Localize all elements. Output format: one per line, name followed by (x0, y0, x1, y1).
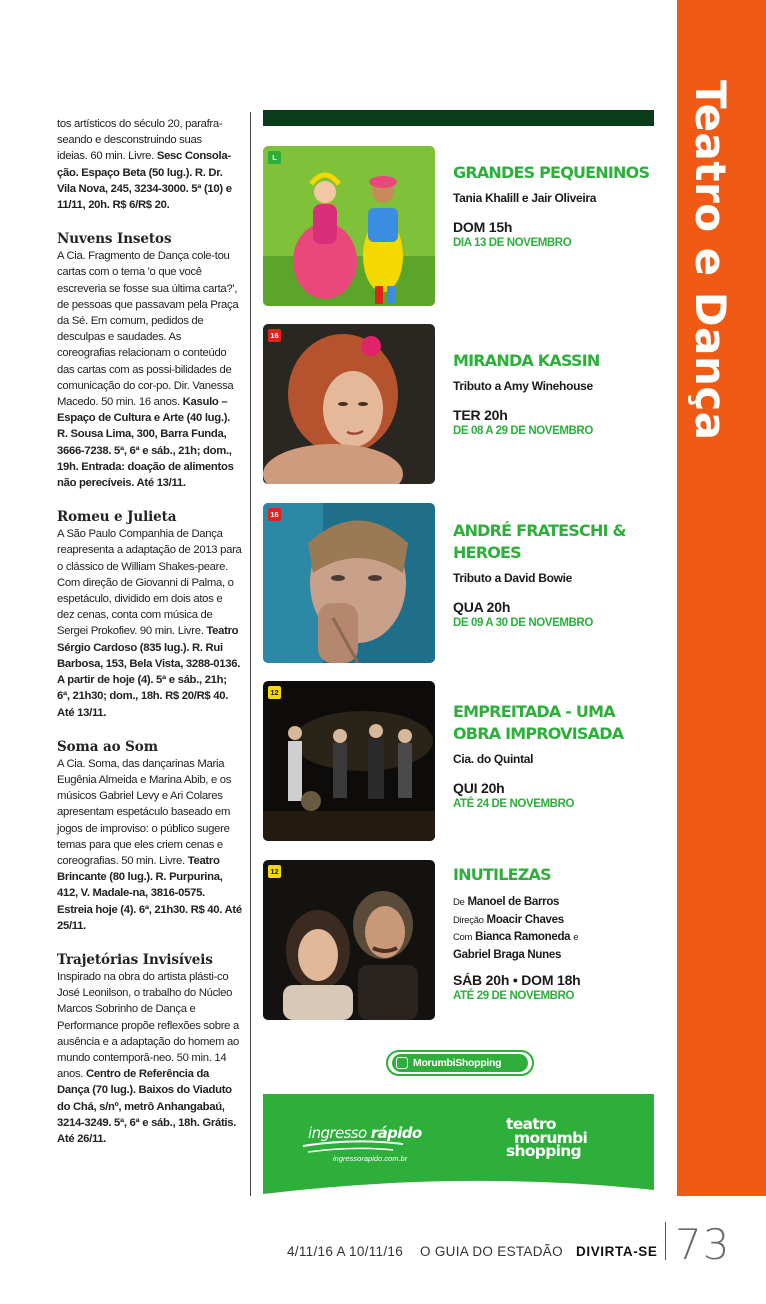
event-photo (263, 324, 435, 484)
mall-name: MorumbiShopping (413, 1057, 502, 1069)
sponsor-banner (263, 1094, 654, 1196)
event-info (453, 520, 653, 629)
age-rating-badge: 12 (268, 686, 281, 699)
listing-heading: Trajetórias Invisíveis (57, 951, 213, 968)
listings-column (57, 116, 242, 1164)
event-time: QUI 20h (453, 780, 505, 796)
event-date: DE 08 A 29 DE NOVEMBRO (453, 425, 593, 437)
event-time: DOM 15h (453, 219, 513, 235)
event-date: ATÉ 29 DE NOVEMBRO (453, 990, 575, 1002)
age-rating-badge: L (268, 151, 281, 164)
event-card[interactable] (263, 681, 654, 843)
event-info (453, 864, 653, 1002)
event-title: ANDRÉ FRATESCHI & HEROES (453, 521, 626, 562)
event-card[interactable] (263, 860, 654, 1022)
header-band (263, 110, 654, 126)
listing-venue: Teatro Sérgio Cardoso (835 lug.). R. Rui Barbosa, 153, Bela Vista, 3288-0136. A partir de hoje (4). 5ª e sáb., 21h; 6ª, 21h30; dom., 18h. R$ 20/R$ 40. Até 13/11. (57, 625, 241, 719)
intro-venue: Sesc Consola-ção. Espaço Beta (50 lug.). R. Dr. Vila Nova, 245, 3234-3000. 5ª (10) e 11/11, 20h. R$ 6/R$ 20. (57, 150, 232, 212)
listing-heading: Nuvens Insetos (57, 231, 172, 248)
footer-guide: O GUIA DO ESTADÃO (420, 1244, 563, 1259)
listing-text: A Cia. Soma, das dançarinas Maria Eugênia Almeida e Marina Abib, e os músicos Gabriel Levy e Ari Colares apresentam espetáculo baseado em jogos de improviso: o público sugere temas para que eles criem cenas e coreografias. 50 min. Livre. Teatro Brincante (80 lug.). R. Purpurina, 412, V. Madale-na, 3816-0575. Estreia hoje (4). 6ª, 21h30. R$ 40. Até 25/11. (57, 757, 242, 932)
event-date: ATÉ 24 DE NOVEMBRO (453, 798, 575, 810)
teatro-morumbi-shopping-logo: teatro morumbi shopping (506, 1115, 588, 1160)
event-title: GRANDES PEQUENINOS (453, 163, 650, 182)
event-credits (453, 894, 653, 963)
credit-cast: Com Bianca Ramoneda e (453, 931, 579, 943)
listing-text: A Cia. Fragmento de Dança cole-tou cartas com o tema 'o que você escreveria se fosse sua última carta?', de pessoas que passavam pela Praça da Sé. Em comum, pedidos de desculpas e saudades. As coreografias relacionam o conteúdo das cartas com as possi-bilidades de comunicação do cor-po. Dir. Vanessa Macedo. 50 min. 16 anos. Kasulo – Espaço de Cultura e Arte (40 lug.). R. Sousa Lima, 300, Barra Funda, 3666-7238. 5ª, 6ª e sáb., 21h; dom., 19h. Entrada: doação de alimentos não perecíveis. Até 13/11. (57, 250, 239, 490)
listing-heading: Soma ao Som (57, 738, 158, 755)
event-subtitle: Tributo a David Bowie (453, 571, 573, 585)
listing-venue: Teatro Brincante (80 lug.). R. Purpurina, 412, V. Madale-na, 3816-0575. Estreia hoje (4). 6ª, 21h30. R$ 40. Até 25/11. (57, 854, 242, 932)
event-date: DE 09 A 30 DE NOVEMBRO (453, 617, 593, 629)
event-title: EMPREITADA - UMA OBRA IMPROVISADA (453, 702, 624, 743)
listing-romeu-e-julieta (57, 508, 242, 720)
age-rating-badge: 16 (268, 508, 281, 521)
event-photo (263, 503, 435, 663)
age-rating-badge: 16 (268, 329, 281, 342)
event-info (453, 701, 653, 810)
event-subtitle: Cia. do Quintal (453, 752, 534, 766)
credit-director: Direção Moacir Chaves (453, 913, 564, 926)
event-title: INUTILEZAS (453, 865, 551, 884)
intro-text: ideias. 60 min. Livre. Sesc Consola-ção. Espaço Beta (50 lug.). R. Dr. Vila Nova, 245, 3234-3000. 5ª (10) e 11/11, 20h. R$ 6/R$ 20. (57, 150, 232, 212)
event-photo (263, 860, 435, 1020)
event-subtitle: Tributo a Amy Winehouse (453, 379, 593, 393)
event-time: TER 20h (453, 407, 508, 423)
listing-text: Inspirado na obra do artista plásti-co José Leonilson, o trabalho do Núcleo Marcos Sobrinho de Dança e Performance propõe reflexões sobre a ausência e a adaptação do homem ao mundo contemporâ-neo. 50 min. 14 anos. Centro de Referência da Dança (70 lug.). Baixos do Viaduto do Chá, s/nº, metrô Anhangabaú, 3214-3249. 5ª, 6ª e sáb., 18h. Grátis. Até 26/11. (57, 970, 239, 1145)
intro-line-1: tos artísticos do século 20, parafra- (57, 118, 223, 130)
listing-venue: Centro de Referência da Dança (70 lug.). Baixos do Viaduto do Chá, s/nº, metrô Anhangabaú, 3214-3249. 5ª, 6ª e sáb., 18h. Grátis. Até 26/11. (57, 1068, 237, 1145)
event-card[interactable] (263, 146, 654, 308)
column-divider (250, 112, 251, 1196)
page-number: 73 (675, 1220, 731, 1269)
section-title: Teatro e Dança (686, 80, 735, 441)
event-time: QUA 20h (453, 599, 511, 615)
event-date: DIA 13 DE NOVEMBRO (453, 237, 572, 249)
credit-cast-2: Gabriel Braga Nunes (453, 948, 562, 961)
mall-icon (396, 1057, 408, 1069)
listing-text: A São Paulo Companhia de Dança reapresenta a adaptação de 2013 para o clássico de William Shakes-peare. Com direção de Giovanni di Palma, o espetáculo, dividido em dois atos e dez cenas, conta com música de Sergei Prokofiev. 90 min. Livre. Teatro Sérgio Cardoso (835 lug.). R. Rui Barbosa, 153, Bela Vista, 3288-0136. A partir de hoje (4). 5ª e sáb., 21h; 6ª, 21h30; dom., 18h. R$ 20/R$ 40. Até 13/11. (57, 528, 242, 719)
morumbishopping-logo (386, 1050, 534, 1076)
listing-nuvens-insetos (57, 230, 242, 491)
age-rating-badge: 12 (268, 865, 281, 878)
event-title: MIRANDA KASSIN (453, 351, 600, 370)
listing-trajetorias-invisiveis (57, 951, 242, 1147)
event-time: SÁB 20h • DOM 18h (453, 972, 581, 988)
footer-dates: 4/11/16 A 10/11/16 (287, 1244, 404, 1259)
listing-soma-ao-som (57, 738, 242, 934)
intro-line-2: seando e desconstruindo suas (57, 134, 202, 147)
listing-heading: Romeu e Julieta (57, 509, 177, 526)
mall-logo-inner (392, 1054, 528, 1072)
event-subtitle: Tania Khalill e Jair Oliveira (453, 191, 597, 205)
event-info (453, 350, 653, 437)
ingresso-rapido-logo: ingresso rápido (308, 1124, 422, 1142)
event-card[interactable] (263, 503, 654, 665)
listing-venue: Kasulo – Espaço de Cultura e Arte (40 lug.). R. Sousa Lima, 300, Barra Funda, 3666-7238. 5ª, 6ª e sáb., 21h; dom., 19h. Entrada: doação de alimentos não perecíveis. Até 13/11. (57, 396, 234, 490)
footer-divider (665, 1222, 666, 1260)
event-photo (263, 146, 435, 306)
footer-brand: DIVIRTA-SE (576, 1244, 658, 1259)
event-info (453, 162, 653, 249)
intro-listing (57, 116, 242, 213)
ingresso-rapido-url: ingressorapido.com.br (333, 1154, 408, 1163)
credit-author: De Manoel de Barros (453, 896, 560, 908)
event-photo (263, 681, 435, 841)
event-card[interactable] (263, 324, 654, 486)
